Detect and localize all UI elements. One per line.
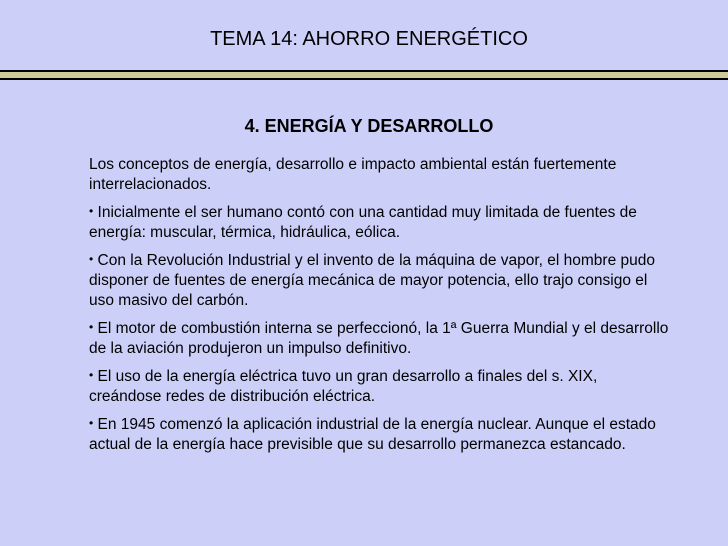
bullet-item [89, 249, 669, 311]
bullet-item [89, 317, 669, 359]
intro-paragraph: Los conceptos de energía, desarrollo e impacto ambiental están fuertemente interrelacionados. [89, 156, 617, 193]
slide-body [89, 155, 669, 461]
bullet-icon: • [89, 252, 94, 266]
bullet-item [89, 413, 669, 455]
bullet-icon: • [89, 320, 94, 334]
bullet-item [89, 365, 669, 407]
bullet-icon: • [89, 416, 94, 430]
bullet-item [89, 201, 669, 243]
bullet-text: En 1945 comenzó la aplicación industrial de la energía nuclear. Aunque el estado actual de la energía hace previsible que su desarrollo permanezca estancado. [89, 416, 656, 453]
section-heading: 4. ENERGÍA Y DESARROLLO [244, 116, 494, 136]
bullet-icon: • [89, 368, 94, 382]
bullet-text: El uso de la energía eléctrica tuvo un gran desarrollo a finales del s. XIX, creándose redes de distribución eléctrica. [89, 368, 598, 405]
bullet-text: El motor de combustión interna se perfeccionó, la 1ª Guerra Mundial y el desarrollo de la aviación produjeron un impulso definitivo. [89, 320, 669, 357]
title-divider-band [0, 70, 728, 80]
bullet-text: Inicialmente el ser humano contó con una cantidad muy limitada de fuentes de energía: muscular, térmica, hidráulica, eólica. [89, 204, 637, 241]
bullet-icon: • [89, 204, 94, 218]
slide-title: TEMA 14: AHORRO ENERGÉTICO [210, 28, 528, 50]
bullet-text: Con la Revolución Industrial y el invento de la máquina de vapor, el hombre pudo disponer de fuentes de energía mecánica de mayor potencia, ello trajo consigo el uso masivo del carbón. [89, 252, 656, 309]
